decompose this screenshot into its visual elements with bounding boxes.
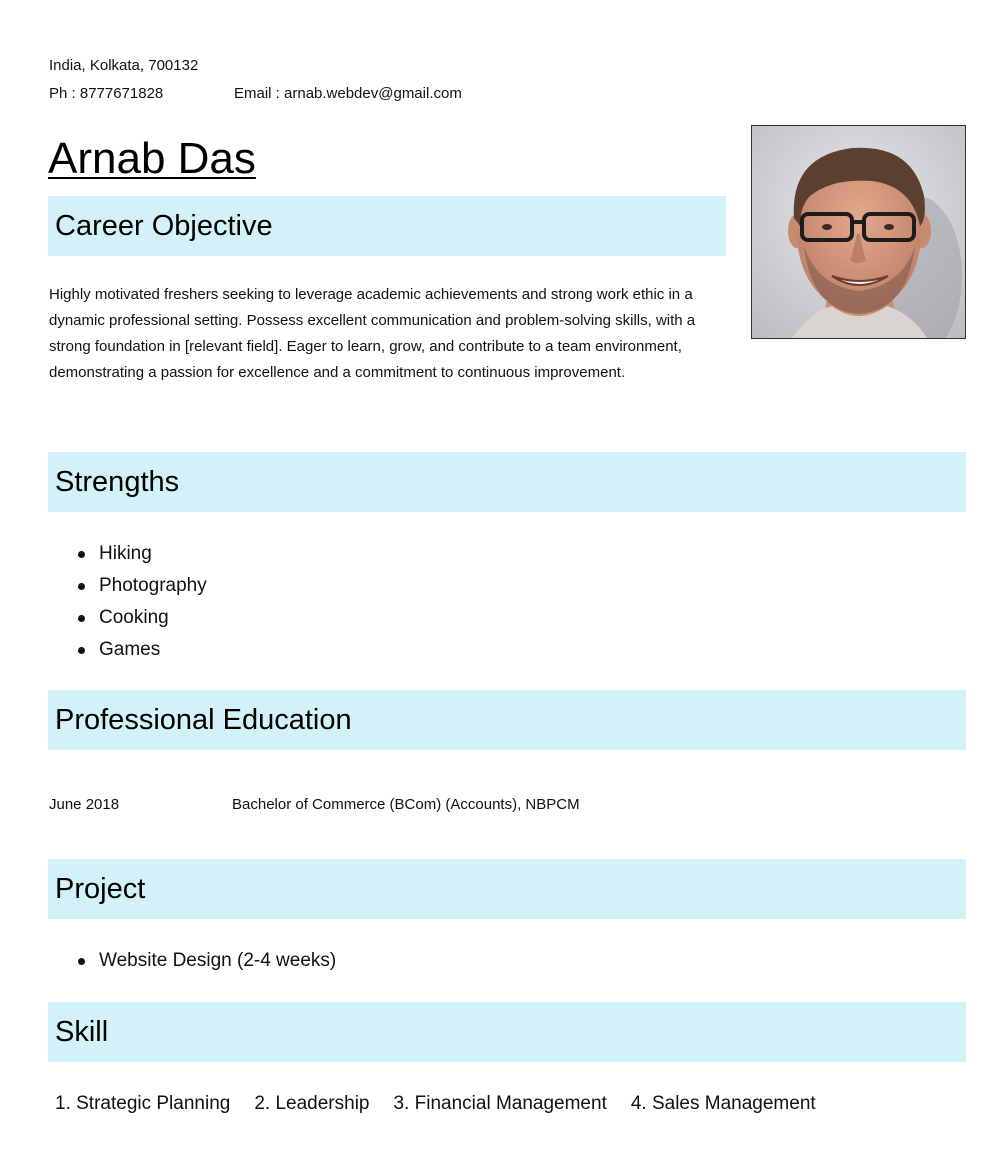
- list-item: Cooking: [99, 602, 207, 634]
- list-item: Games: [99, 634, 207, 666]
- project-heading: Project: [48, 859, 966, 919]
- project-list: [99, 945, 336, 977]
- list-item: Photography: [99, 570, 207, 602]
- address: India, Kolkata, 700132: [49, 57, 199, 74]
- phone-number: Ph : 8777671828: [49, 85, 164, 102]
- career-objective-text: Highly motivated freshers seeking to leverage academic achievements and strong work ethic in a dynamic professional setting. Possess excellent communication and problem-solving skills, with a strong foundation in [relevant field]. Eager to learn, grow, and contribute to a team environment, demonstrating a passion for excellence and a commitment to continuous improvement.: [49, 286, 696, 381]
- profile-photo: [751, 125, 966, 339]
- email-address: Email : arnab.webdev@gmail.com: [234, 85, 462, 102]
- education-degree: Bachelor of Commerce (BCom) (Accounts), NBPCM: [232, 796, 580, 813]
- professional-education-heading: Professional Education: [48, 690, 966, 750]
- list-item: Website Design (2-4 weeks): [99, 945, 336, 977]
- skills-list: [55, 1092, 816, 1116]
- skill-item: 4. Sales Management: [630, 1093, 816, 1114]
- strengths-heading: Strengths: [48, 452, 966, 512]
- strengths-list: [99, 538, 207, 666]
- candidate-name: Arnab Das: [48, 134, 256, 183]
- list-item: Hiking: [99, 538, 207, 570]
- skill-item: 2. Leadership: [254, 1093, 370, 1114]
- profile-photo-image: [752, 126, 965, 338]
- skill-item: 1. Strategic Planning: [55, 1093, 231, 1114]
- education-date: June 2018: [49, 796, 120, 813]
- skill-heading: Skill: [48, 1002, 966, 1062]
- skill-item: 3. Financial Management: [393, 1093, 607, 1114]
- career-objective-heading: Career Objective: [48, 196, 726, 256]
